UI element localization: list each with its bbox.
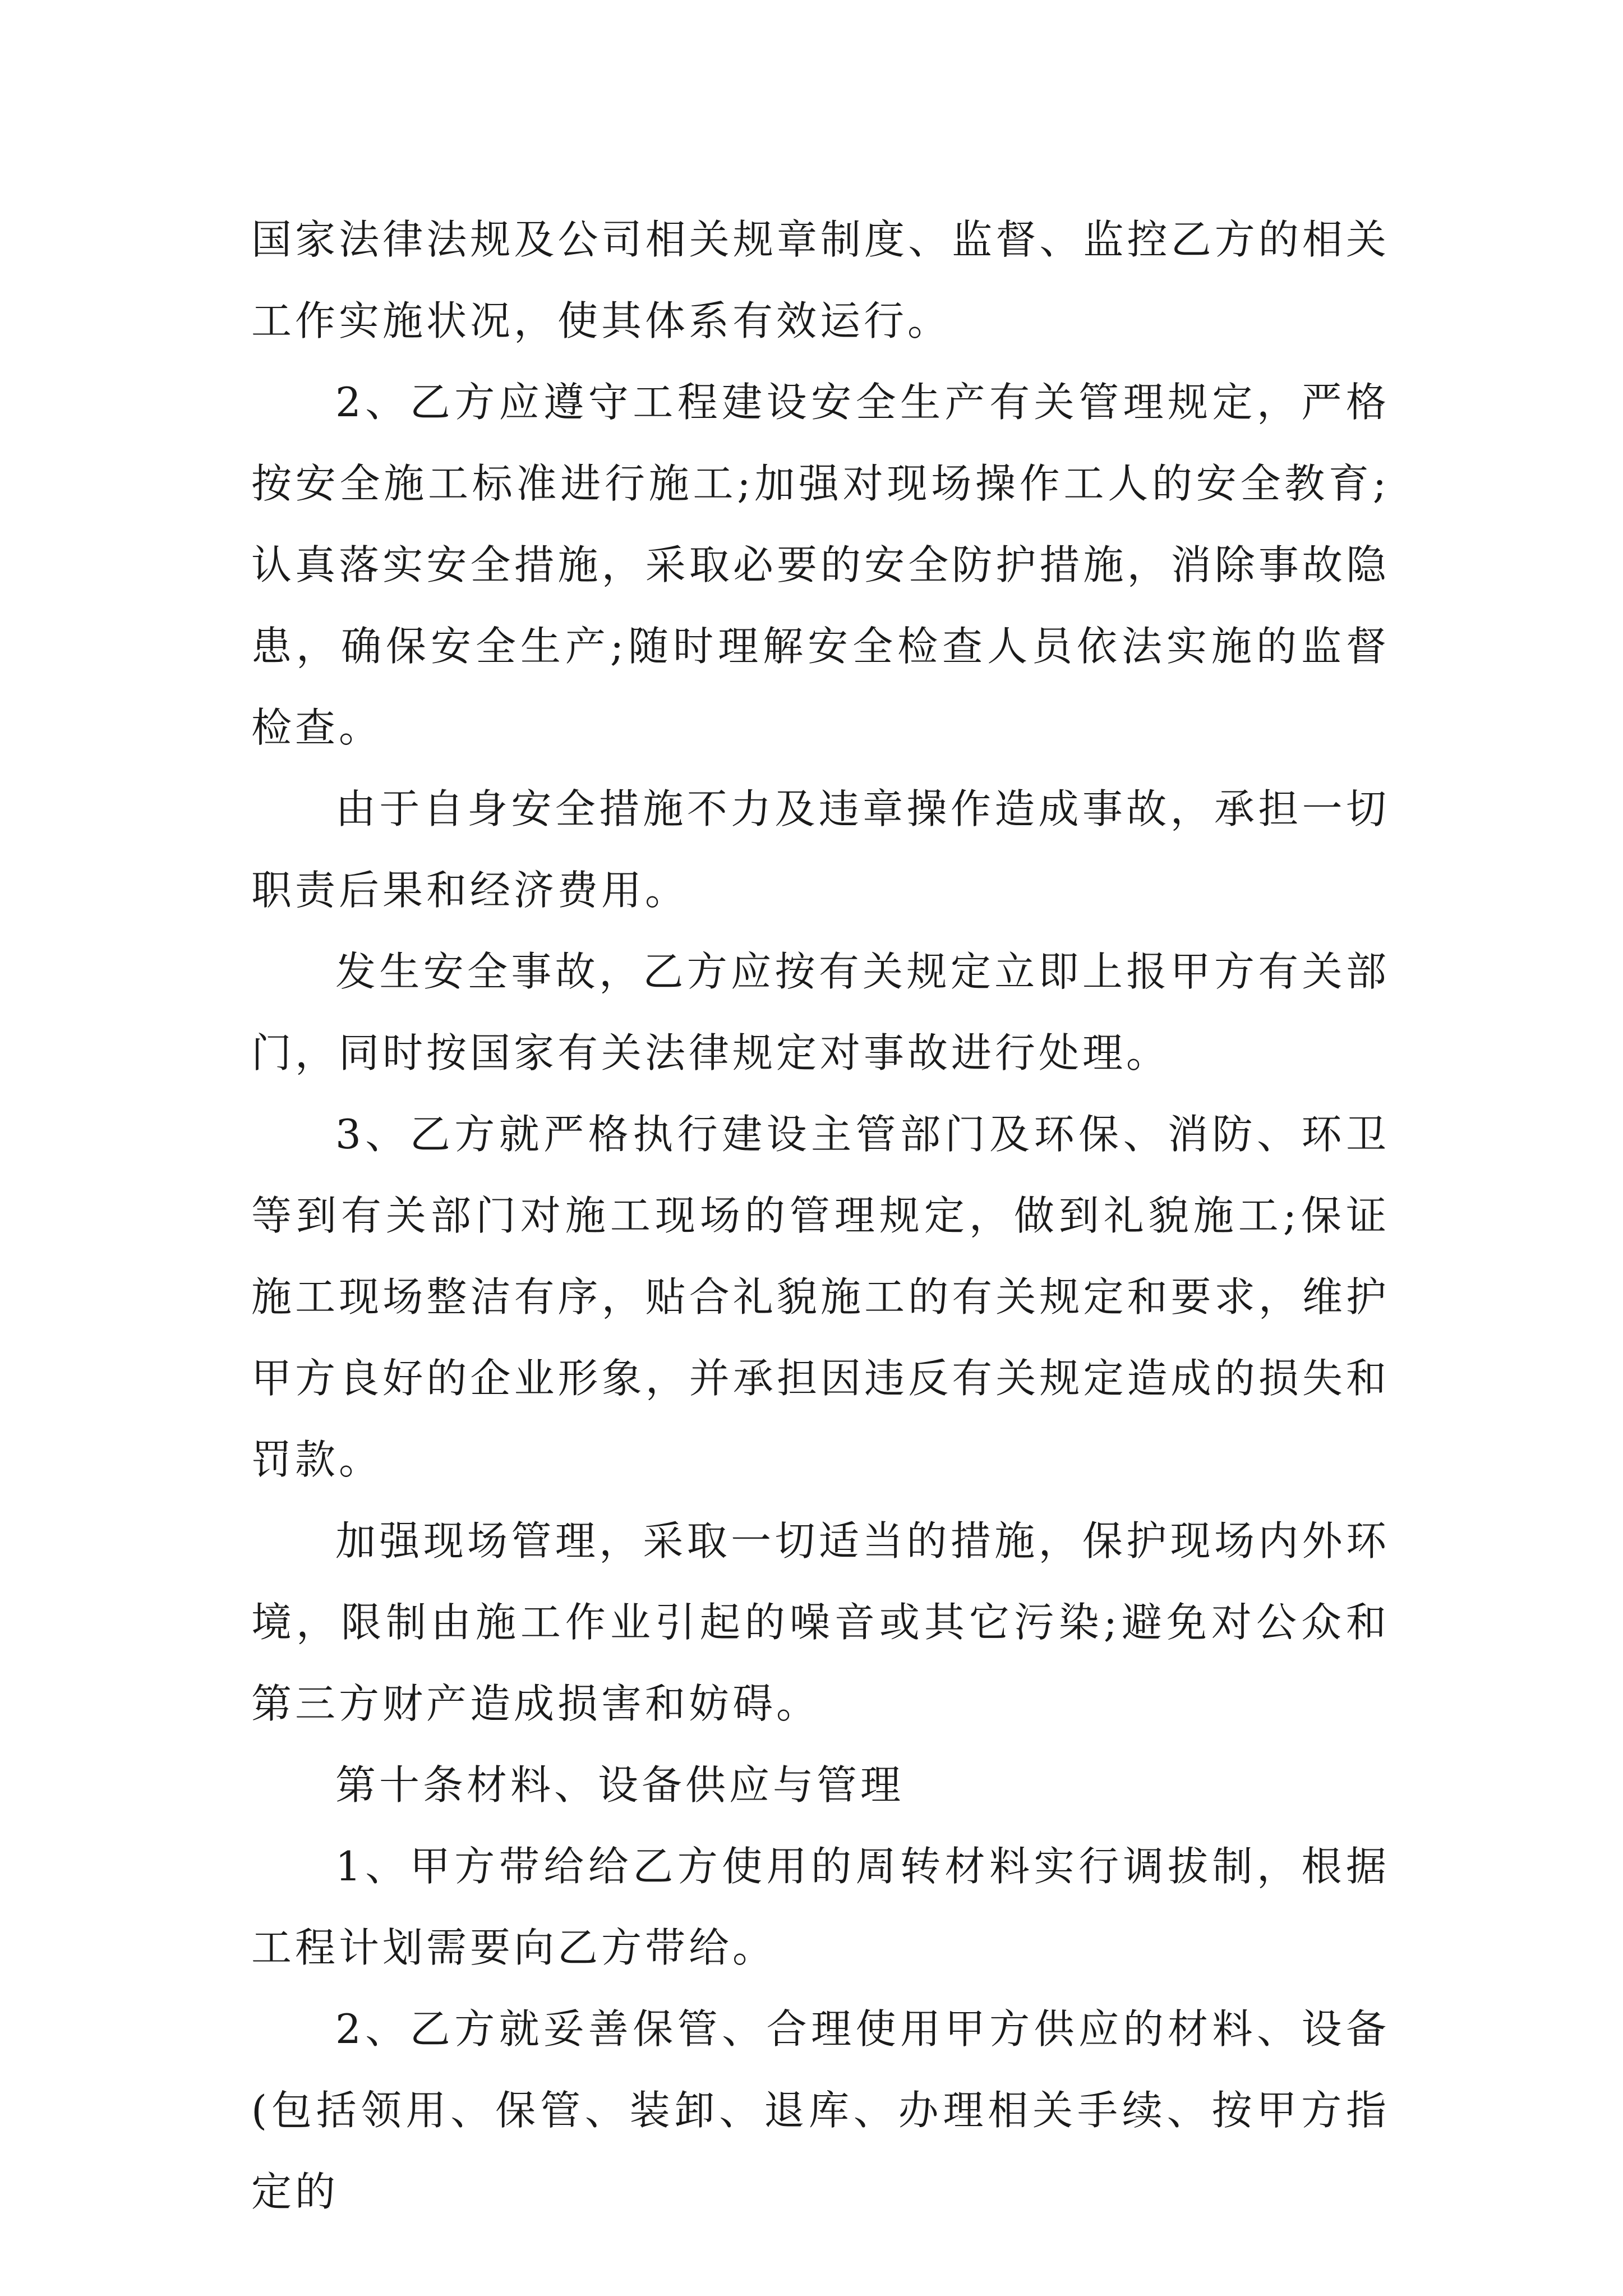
paragraph: 2、乙方应遵守工程建设安全生产有关管理规定，严格按安全施工标准进行施工;加强对现场操作工人的安全教育;认真落实安全措施，采取必要的安全防护措施，消除事故隐患，确保安全生产;随时理解安全检查人员依法实施的监督检查。 xyxy=(251,379,1390,751)
paragraph: 3、乙方就严格执行建设主管部门及环保、消防、环卫等到有关部门对施工现场的管理规定，做到礼貌施工;保证施工现场整洁有序，贴合礼貌施工的有关规定和要求，维护甲方良好的企业形象，并承担因违反有关规定造成的损失和罚款。 xyxy=(251,1111,1390,1483)
paragraph: 发生安全事故，乙方应按有关规定立即上报甲方有关部门，同时按国家有关法律规定对事故进行处理。 xyxy=(251,948,1390,1076)
section-heading: 第十条材料、设备供应与管理 xyxy=(335,1761,905,1809)
paragraph: 1、甲方带给给乙方使用的周转材料实行调拔制，根据工程计划需要向乙方带给。 xyxy=(251,1843,1390,1971)
paragraph: 加强现场管理，采取一切适当的措施，保护现场内外环境，限制由施工作业引起的噪音或其它污染;避免对公众和第三方财产造成损害和妨碍。 xyxy=(251,1517,1390,1727)
paragraph: 2、乙方就妥善保管、合理使用甲方供应的材料、设备(包括领用、保管、装卸、退库、办理相关手续、按甲方指定的 xyxy=(251,2005,1390,2215)
paragraph: 由于自身安全措施不力及违章操作造成事故，承担一切职责后果和经济费用。 xyxy=(251,785,1390,914)
document-body xyxy=(251,199,1390,2233)
paragraph: 国家法律法规及公司相关规章制度、监督、监控乙方的相关工作实施状况，使其体系有效运行。 xyxy=(251,216,1390,344)
